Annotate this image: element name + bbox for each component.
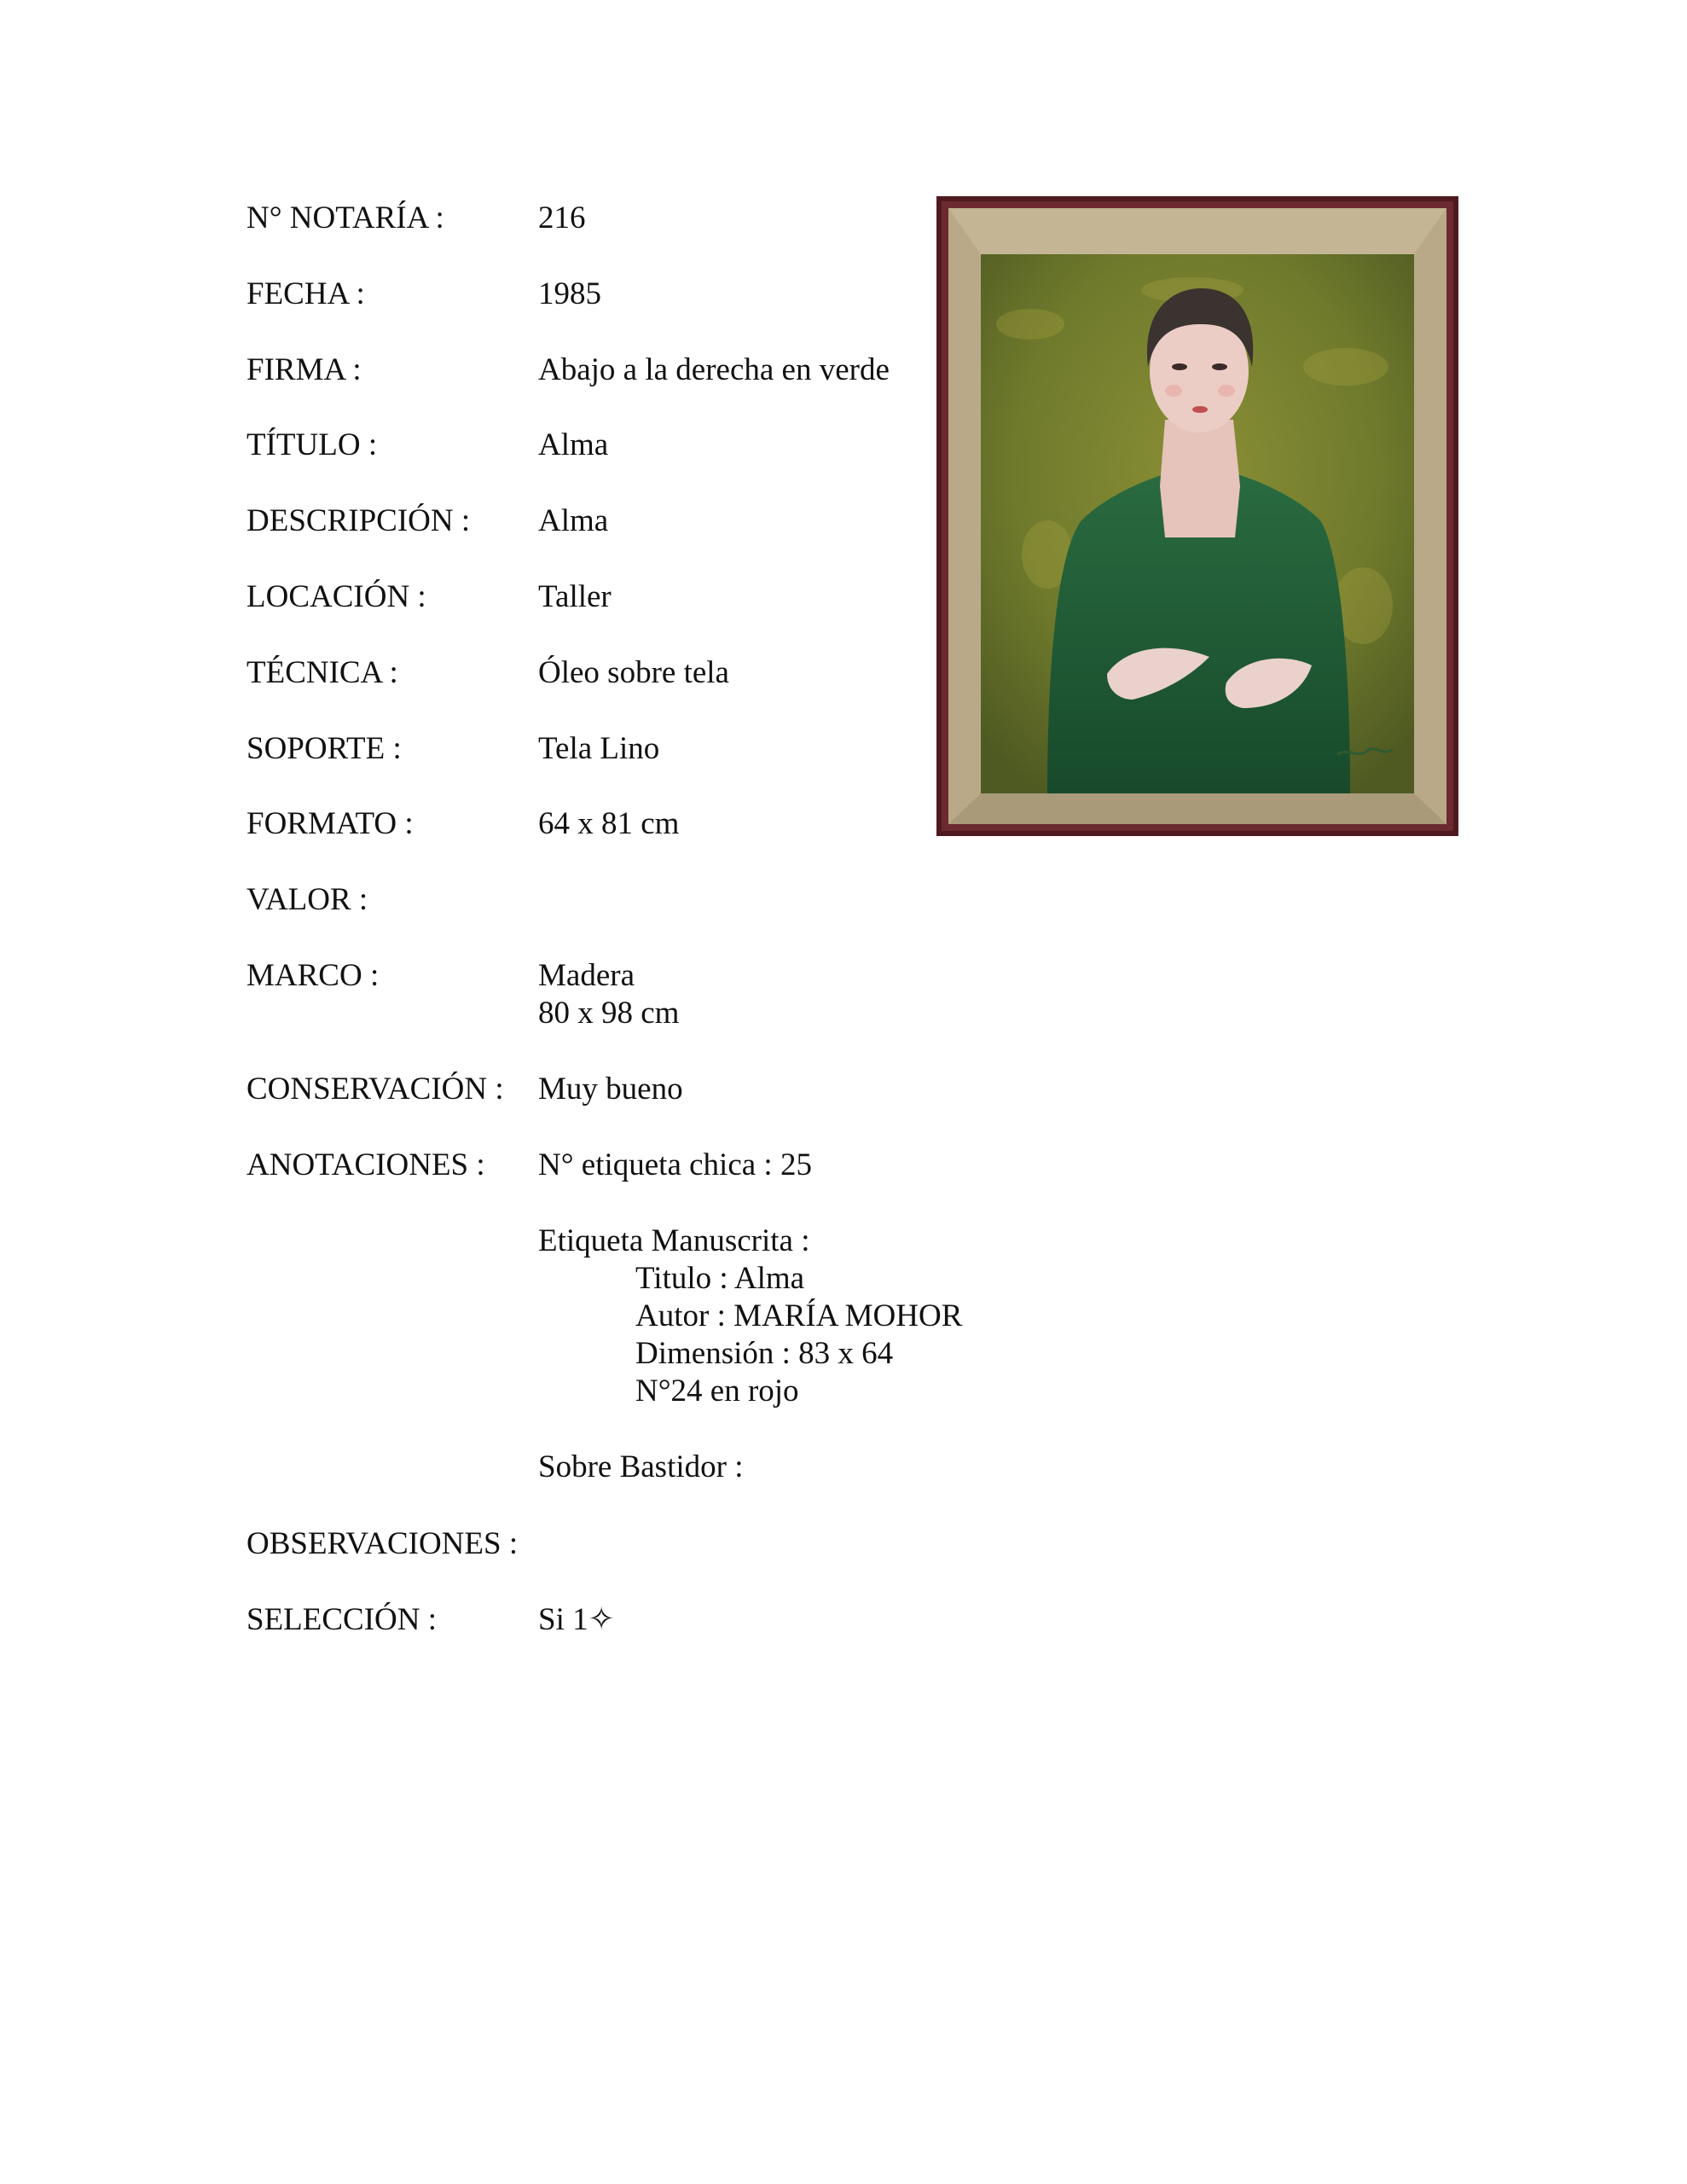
field-value: 1985 <box>538 276 601 311</box>
sobre-bastidor: Sobre Bastidor : <box>538 1449 744 1484</box>
marco-size: 80 x 98 cm <box>538 996 680 1031</box>
field-label: ANOTACIONES : <box>246 1147 485 1182</box>
field-value: Tela Lino <box>538 731 660 766</box>
field-label: FORMATO : <box>246 806 414 841</box>
field-value: Óleo sobre tela <box>538 655 729 690</box>
field-label: CONSERVACIÓN : <box>246 1072 504 1107</box>
field-label: DESCRIPCIÓN : <box>246 503 471 538</box>
manuscrita-dimension: Dimensión : 83 x 64 <box>635 1336 894 1371</box>
field-label: LOCACIÓN : <box>246 579 426 614</box>
field-value: Si 1✧ <box>538 1602 615 1637</box>
field-value: Abajo a la derecha en verde <box>538 352 890 387</box>
field-value: 64 x 81 cm <box>538 806 680 841</box>
manuscrita-autor: Autor : MARÍA MOHOR <box>635 1298 963 1333</box>
marco-material: Madera <box>538 958 635 993</box>
field-value <box>538 957 679 1032</box>
etiqueta-chica: N° etiqueta chica : 25 <box>538 1147 812 1182</box>
field-value: Muy bueno <box>538 1072 683 1107</box>
field-label: SELECCIÓN : <box>246 1602 438 1637</box>
field-value: Alma <box>538 427 609 462</box>
etiqueta-manuscrita-title: Etiqueta Manuscrita : <box>538 1223 810 1258</box>
field-label: SOPORTE : <box>246 731 402 766</box>
field-value: Taller <box>538 579 612 614</box>
painting-portrait <box>936 196 1458 836</box>
field-value <box>538 1147 962 1486</box>
manuscrita-titulo: Titulo : Alma <box>635 1261 805 1296</box>
field-label: TÉCNICA : <box>246 655 398 690</box>
spacer <box>538 1184 962 1223</box>
painting-image <box>936 196 1458 836</box>
field-label: FECHA : <box>246 276 365 311</box>
field-value: Alma <box>538 503 609 538</box>
field-label: MARCO : <box>246 958 380 993</box>
field-value: 216 <box>538 200 586 235</box>
field-label: OBSERVACIONES : <box>246 1526 519 1561</box>
field-label: N° NOTARÍA : <box>246 200 444 235</box>
field-label: TÍTULO : <box>246 427 378 462</box>
spacer <box>538 1410 962 1449</box>
field-label: VALOR : <box>246 882 368 917</box>
manuscrita-numero: N°24 en rojo <box>635 1374 799 1409</box>
field-label: FIRMA : <box>246 352 362 387</box>
